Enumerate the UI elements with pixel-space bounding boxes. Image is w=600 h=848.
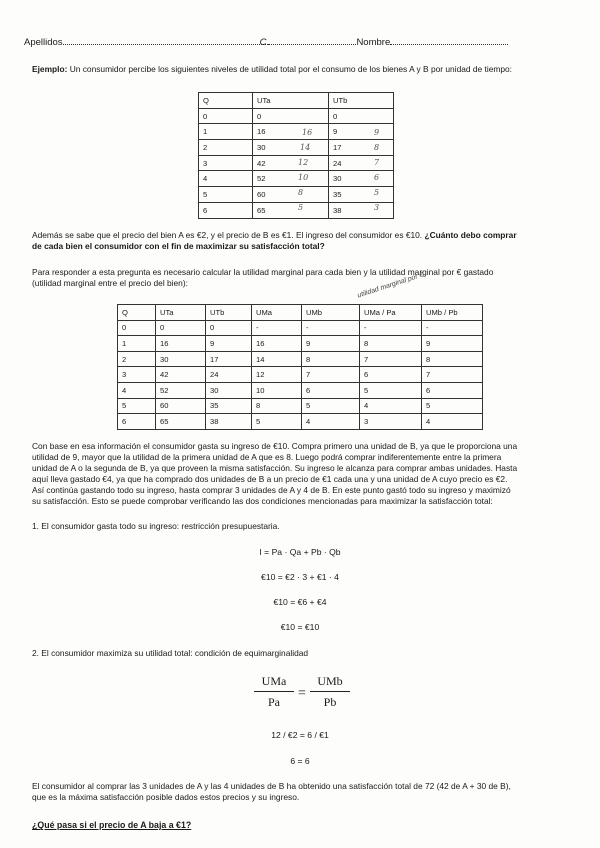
table-row <box>199 124 394 140</box>
table-cell: 0 <box>118 320 156 336</box>
table-cell: 14 <box>252 351 302 367</box>
table-header-cell: UMa <box>252 305 302 321</box>
budget-equation: I = Pa · Qa + Pb · Qb <box>259 547 341 557</box>
table-row <box>118 414 483 430</box>
table-cell: 0 <box>199 108 253 124</box>
table-header-cell: UMa / Pa <box>360 305 422 321</box>
table-cell: 4 <box>360 398 422 414</box>
fraction-numerator: UMb <box>310 674 350 692</box>
budget-equation: €10 = €6 + €4 <box>273 597 327 607</box>
final-question: ¿Qué pasa si el precio de A baja a €1? <box>32 820 192 830</box>
table-row <box>118 398 483 414</box>
conclusion-line: El consumidor al comprar las 3 unidades de A y las 4 unidades de B ha obtenido una satisfacción total de 72 (42 de A + 30 de B), <box>32 781 511 791</box>
table-cell: 9 <box>206 336 252 352</box>
table-row <box>118 351 483 367</box>
table-cell: 30 <box>329 171 394 187</box>
explanation-line-1: Para responder a esta pregunta es necesario calcular la utilidad marginal para cada bien y la utilidad marginal por € gastado <box>32 267 494 277</box>
table-cell: 30 <box>206 382 252 398</box>
table-cell: 7 <box>422 367 483 383</box>
table-cell: 65 <box>156 414 206 430</box>
course-mark: C <box>259 37 267 48</box>
handwritten-note: 5 <box>298 203 304 212</box>
table-cell: 38 <box>329 202 394 218</box>
table-cell: 0 <box>156 320 206 336</box>
question-bold-1: ¿Cuánto debo comprar <box>424 230 517 240</box>
handwritten-note: 7 <box>374 158 380 167</box>
table-cell: 5 <box>118 398 156 414</box>
table-cell: 4 <box>199 171 253 187</box>
student-header <box>24 36 584 49</box>
question-text: Además se sabe que el precio del bien A es €2, y el precio de B es €1. El ingreso del consumidor es €10. <box>32 230 425 240</box>
table-cell: 52 <box>253 171 329 187</box>
table-cell: 24 <box>329 155 394 171</box>
table-cell: 3 <box>199 155 253 171</box>
question-line-1 <box>32 230 517 241</box>
table-cell: 42 <box>253 155 329 171</box>
table-cell: 6 <box>118 414 156 430</box>
table-cell: 5 <box>422 398 483 414</box>
paragraph-line: utilidad de 9, mayor que la utilidad de la primera unidad de A que es 8. Luego podrá comprar indiferentemente entre la primera <box>32 452 502 462</box>
handwritten-note: 9 <box>374 128 380 137</box>
table-header-cell: UTb <box>329 93 394 109</box>
table-cell: 3 <box>360 414 422 430</box>
table-row <box>199 108 394 124</box>
table-cell: 8 <box>252 398 302 414</box>
equimarginal-equation: 6 = 6 <box>290 756 310 766</box>
budget-equation: €10 = €10 <box>280 622 320 632</box>
table-header-cell: UTa <box>253 93 329 109</box>
surname-blank <box>63 36 278 45</box>
table-cell: 5 <box>199 187 253 203</box>
paragraph-line: su satisfacción. Esto se puede comprobar verificando las dos condiciones mencionadas para maximizar la satisfacción total: <box>32 496 493 506</box>
fraction-right <box>310 674 350 710</box>
table-header-cell: UTa <box>156 305 206 321</box>
table-cell: 7 <box>360 351 422 367</box>
table-header-cell: Q <box>118 305 156 321</box>
table-cell: 0 <box>206 320 252 336</box>
handwritten-note: 3 <box>374 203 380 212</box>
table-cell: 5 <box>252 414 302 430</box>
table-cell: 0 <box>329 108 394 124</box>
conclusion-line: que es la máxima satisfacción posible dados estos precios y su ingreso. <box>32 792 300 802</box>
table-cell: 10 <box>252 382 302 398</box>
table-cell: 52 <box>156 382 206 398</box>
table-cell: 12 <box>252 367 302 383</box>
table-row <box>118 320 483 336</box>
table-cell: 2 <box>118 351 156 367</box>
table-header-cell: UMb / Pb <box>422 305 483 321</box>
table-cell: 16 <box>253 124 329 140</box>
table-row <box>199 202 394 218</box>
table-cell: 9 <box>329 124 394 140</box>
table-cell: 6 <box>422 382 483 398</box>
handwritten-note: 8 <box>374 143 380 152</box>
table-cell: 1 <box>118 336 156 352</box>
table-cell: 9 <box>302 336 360 352</box>
intro-lead: Ejemplo: <box>32 64 68 74</box>
table-cell: 16 <box>156 336 206 352</box>
table-cell: 60 <box>253 187 329 203</box>
explanation-line-2: (utilidad marginal entre el precio del bien): <box>32 278 188 288</box>
paragraph-line: Con base en esa información el consumidor gasta su ingreso de €10. Compra primero una unidad de B, ya que le proporciona una <box>32 441 518 451</box>
table-cell: 9 <box>422 336 483 352</box>
paragraph-line: aquí lleva gastado €4, ya que ha comprado dos unidades de B a un precio de €1 cada una y una unidad de A cuyo precio es €2. <box>32 474 508 484</box>
table-cell: 7 <box>302 367 360 383</box>
condition-1-title: 1. El consumidor gasta todo su ingreso: restricción presupuestaria. <box>32 521 280 531</box>
table-header-cell: UTb <box>206 305 252 321</box>
utility-table-header <box>199 93 394 109</box>
table-cell: 6 <box>199 202 253 218</box>
handwritten-note: 16 <box>302 128 313 137</box>
table-cell: 38 <box>206 414 252 430</box>
fraction-denominator: Pa <box>268 695 280 709</box>
table-row <box>118 382 483 398</box>
fraction-left <box>254 674 294 710</box>
paragraph-line: Así continúa gastando todo su ingreso, hasta comprar 3 unidades de A y 4 de B. En este punto gastó todo su ingreso y maximizó <box>32 485 511 495</box>
table-cell: 42 <box>156 367 206 383</box>
table-cell: 30 <box>156 351 206 367</box>
table-cell: 35 <box>206 398 252 414</box>
table-cell: 3 <box>118 367 156 383</box>
handwritten-note: 14 <box>300 143 311 152</box>
handwritten-note: 8 <box>298 188 304 197</box>
handwritten-note: 10 <box>298 173 309 182</box>
equals-sign: = <box>298 686 306 701</box>
name-label: Nombre <box>356 37 391 48</box>
name-blank <box>390 36 508 45</box>
intro-text: Un consumidor percibe los siguientes niveles de utilidad total por el consumo de los bienes A y B por unidad de tiempo: <box>67 64 512 74</box>
course-blank <box>268 36 356 45</box>
table-row <box>118 367 483 383</box>
fraction-denominator: Pb <box>323 695 337 709</box>
budget-equation: €10 = €2 · 3 + €1 · 4 <box>261 572 339 582</box>
table-cell: 8 <box>360 336 422 352</box>
table-row <box>199 187 394 203</box>
table-cell: 4 <box>422 414 483 430</box>
handwritten-note: 12 <box>298 158 309 167</box>
intro-line <box>32 64 512 75</box>
table-cell: 4 <box>118 382 156 398</box>
marginal-table-header <box>118 305 483 321</box>
table-row <box>199 155 394 171</box>
table-cell: 8 <box>422 351 483 367</box>
table-cell: 60 <box>156 398 206 414</box>
equimarginal-equation: 12 / €2 = 6 / €1 <box>271 730 329 740</box>
handwritten-note: 5 <box>374 188 380 197</box>
handwritten-note: 6 <box>374 173 380 182</box>
table-row <box>118 336 483 352</box>
question-bold-2: de cada bien el consumidor con el fin de maximizar su satisfacción total? <box>32 241 325 251</box>
table-cell: 6 <box>360 367 422 383</box>
table-cell: 65 <box>253 202 329 218</box>
table-cell: - <box>422 320 483 336</box>
table-cell: 35 <box>329 187 394 203</box>
paragraph-line: unidad de A o la segunda de B, ya que proveen la misma satisfacción. Su ingreso le alcanza para comprar ambas unidades. Hasta <box>32 463 518 473</box>
table-header-cell: UMb <box>302 305 360 321</box>
table-row <box>199 171 394 187</box>
table-cell: 5 <box>302 398 360 414</box>
table-cell: 17 <box>206 351 252 367</box>
utility-table <box>198 92 394 219</box>
table-cell: 0 <box>253 108 329 124</box>
table-cell: 17 <box>329 140 394 156</box>
table-cell: 8 <box>302 351 360 367</box>
marginal-utility-table <box>117 304 483 430</box>
table-row <box>199 140 394 156</box>
table-cell: 16 <box>252 336 302 352</box>
handwritten-annotation: utilidad marginal por € <box>356 271 425 300</box>
condition-2-title: 2. El consumidor maximiza su utilidad total: condición de equimarginalidad <box>32 648 309 658</box>
surname-label: Apellidos <box>24 37 63 48</box>
table-cell: 2 <box>199 140 253 156</box>
table-cell: 6 <box>302 382 360 398</box>
table-cell: - <box>302 320 360 336</box>
table-cell: 30 <box>253 140 329 156</box>
table-cell: 1 <box>199 124 253 140</box>
table-cell: 24 <box>206 367 252 383</box>
table-cell: 5 <box>360 382 422 398</box>
table-header-cell: Q <box>199 93 253 109</box>
table-cell: - <box>252 320 302 336</box>
fraction-numerator: UMa <box>254 674 294 692</box>
table-cell: - <box>360 320 422 336</box>
table-cell: 4 <box>302 414 360 430</box>
